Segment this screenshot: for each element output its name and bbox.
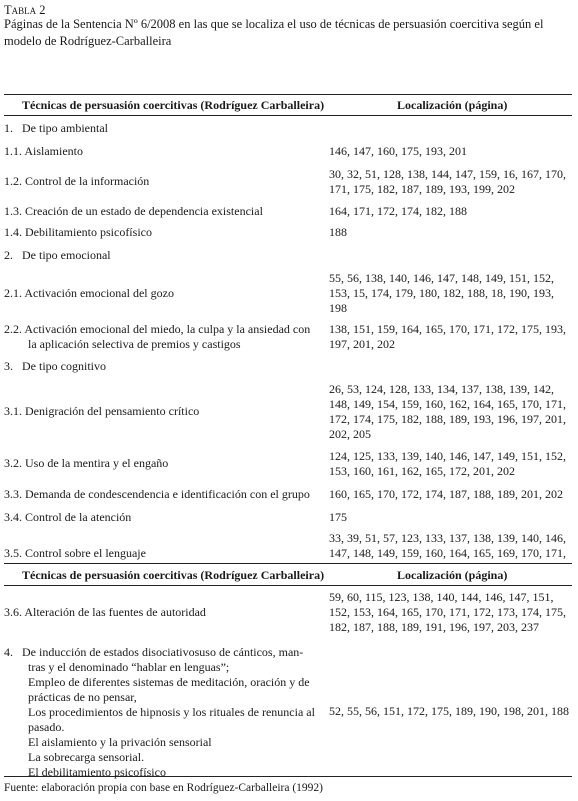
technique-line: pasado. (28, 720, 65, 734)
technique-line: El debilitamiento psicofísico (28, 765, 166, 779)
header-rule-bottom (4, 585, 572, 586)
technique-line: La sobrecarga sensorial. (28, 750, 145, 764)
technique-line: prácticas de no pensar, (28, 690, 137, 704)
column-header-location: Localización (página) (397, 568, 508, 582)
table-bottom-rule (4, 776, 572, 777)
technique-line: tras y el denominado “hablar en lenguas”; (28, 660, 230, 674)
technique-cell: 3.5. Control sobre el lenguaje (4, 546, 146, 560)
technique-cell: 3.1. Denigración del pensamiento crítico (4, 404, 200, 418)
header-rule-top (4, 94, 572, 95)
technique-cell: 3.2. Uso de la mentira y el engaño (4, 456, 169, 470)
pages-cell: 59, 60, 115, 123, 138, 140, 144, 146, 147, 151, 152, 153, 164, 165, 170, 171, 172, 173, 174, 175, 182, 187, 188, 189, 191, 196, 197, 203, 237 (329, 590, 566, 634)
pages-cell: 175 (329, 510, 347, 524)
technique-cell: 3.4. Control de la atención (4, 510, 132, 524)
technique-line: 2.2. Activación emocional del miedo, la culpa y la ansiedad con (4, 322, 311, 336)
pages-cell: 164, 171, 172, 174, 182, 188 (329, 204, 467, 218)
column-header-location: Localización (página) (397, 98, 508, 112)
technique-cell: 1.1. Aislamiento (4, 144, 83, 158)
pages-cell: 188 (329, 225, 347, 239)
pages-cell: 52, 55, 56, 151, 172, 175, 189, 190, 198, 201, 188 (329, 704, 569, 718)
technique-cell: 2.1. Activación emocional del gozo (4, 286, 174, 300)
pages-cell: 160, 165, 170, 172, 174, 187, 188, 189, 201, 202 (329, 487, 563, 501)
table-label: Tabla 2 (4, 3, 46, 17)
pages-cell: 30, 32, 51, 128, 138, 144, 147, 159, 16, 167, 170, 171, 175, 182, 187, 189, 193, 199, 202 (329, 167, 566, 196)
technique-cell: 2. De tipo emocional (4, 248, 111, 262)
table-row (4, 531, 574, 564)
pages-cell: 146, 147, 160, 175, 193, 201 (329, 144, 467, 158)
technique-cell (4, 645, 322, 780)
pages-cell: 26, 53, 124, 128, 133, 134, 137, 138, 139, 142, 148, 149, 154, 159, 160, 162, 164, 165, 170, 171, 172, 174, 175, 182, 188, 189, 193, 196, 197, 201, 202, 205 (329, 382, 566, 441)
pages-cell: 138, 151, 159, 164, 165, 170, 171, 172, 175, 193, 197, 201, 202 (329, 322, 566, 351)
technique-line: la aplicación selectiva de premios y castigos (28, 337, 241, 351)
technique-cell: 3. De tipo cognitivo (4, 359, 106, 373)
column-header-techniques: Técnicas de persuasión coercitivas (Rodríguez Carballeira) (22, 98, 325, 112)
technique-line: Los procedimientos de hipnosis y los rituales de renuncia al (28, 705, 315, 719)
technique-cell: 1. De tipo ambiental (4, 121, 108, 135)
header-rule-bottom (4, 115, 572, 116)
technique-cell: 3.6. Alteración de las fuentes de autoridad (4, 605, 206, 619)
pages-cell: 33, 39, 51, 57, 123, 133, 137, 138, 139, 140, 146, 147, 148, 149, 159, 160, 164, 165, 169, 170, 171, (329, 531, 566, 560)
technique-line: Empleo de diferentes sistemas de meditación, oración y de (28, 675, 310, 689)
pages-cell: 55, 56, 138, 140, 146, 147, 148, 149, 151, 152, 153, 15, 174, 179, 180, 182, 188, 18, 190, 193, 198 (329, 271, 554, 315)
technique-line: El aislamiento y la privación sensorial (28, 735, 212, 749)
table-caption: Páginas de la Sentencia Nº 6/2008 en las que se localiza el uso de técnicas de persuasión coercitiva según el modelo de Rodríguez-Carballeira (4, 17, 544, 48)
header-rule-top (4, 563, 572, 564)
technique-line: 4. De inducción de estados disociativosuso de cánticos, man- (4, 645, 304, 659)
technique-cell: 1.4. Debilitamiento psicofísico (4, 225, 152, 239)
pages-cell: 124, 125, 133, 139, 140, 146, 147, 149, 151, 152, 153, 160, 161, 162, 165, 172, 201, 202 (329, 449, 566, 478)
technique-cell: 1.2. Control de la información (4, 174, 150, 188)
technique-cell: 3.3. Demanda de condescendencia e identificación con el grupo (4, 487, 310, 501)
technique-cell: 1.3. Creación de un estado de dependencia existencial (4, 204, 263, 218)
technique-cell (4, 322, 322, 352)
table-source-note: Fuente: elaboración propia con base en Rodríguez-Carballeira (1992) (4, 782, 324, 794)
column-header-techniques: Técnicas de persuasión coercitivas (Rodríguez Carballeira) (22, 568, 325, 582)
